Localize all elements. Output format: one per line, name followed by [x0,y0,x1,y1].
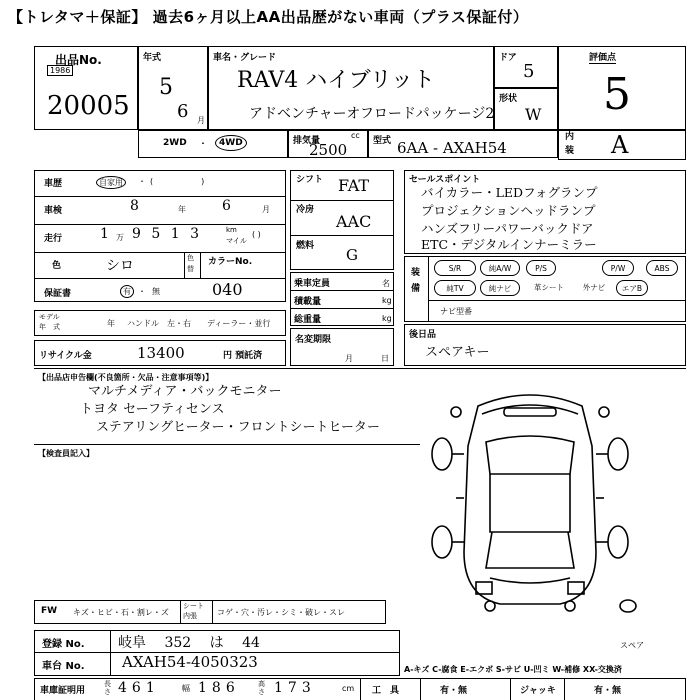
recycle-label: リサイクル金 [39,351,92,361]
equip-pw: P/W [602,260,634,276]
sales-line-2: プロジェクションヘッドランプ [421,203,596,218]
warranty-label: 保証書 [44,289,72,299]
model-code-label: 型式 [373,136,392,146]
capacity-unit: 名 [382,279,390,288]
name-model: RAV4 ハイブリット [237,68,435,93]
year-label: 年式 [143,53,162,63]
history-paren: ( ) [150,177,205,186]
jack-value: 有・無 [594,686,622,696]
name-grade: アドベンチャーオフロードパッケージ2 [249,106,495,122]
score-value: 5 [603,69,631,120]
plate-value: 岐阜 352 は 44 [118,635,260,651]
displacement-label: 排気量 [293,136,321,146]
plate-label: 登録 No. [42,639,85,650]
gross-unit: kg [382,314,392,323]
doors-box [494,46,558,88]
mileage-km-unit: km [226,226,237,234]
equip-sr: S/R [434,260,476,276]
report-label: 【出品店申告欄(不良箇所・欠品・注意事項等)】 [38,373,214,382]
score-label: 評価点 [589,50,616,64]
history-label: 車歴 [44,179,63,189]
size-unit: cm [342,684,355,693]
interior-value: A [611,131,629,159]
year-box [138,46,208,130]
mileage-paren: ( ) [252,230,261,239]
cooler-value: AAC [336,212,372,231]
equip-label: 装備 [411,268,421,294]
inspection-year-unit: 年 [178,205,186,214]
size-len: 461 [118,680,160,696]
load-label: 積載量 [294,297,322,307]
reg-change-unit: 月 [345,354,353,363]
mileage-digits: 9 5 1 3 [132,226,202,242]
size-wid-label: 幅 [182,684,190,693]
warranty-sep: ・ [138,287,146,296]
jack-label: ジャッキ [520,686,556,696]
report-line-1: マルチメディア・バックモニター [88,384,282,399]
lot-label: 出品No. [55,53,102,67]
mileage-man: 1 [100,226,109,242]
doors-value: 5 [523,61,535,82]
lot-box [34,46,138,130]
after-label: 後日品 [409,330,437,340]
after-box [404,324,686,366]
lot-year-tag: 1986 [47,65,73,76]
sales-line-1: バイカラー・LEDフォグランプ [421,185,598,200]
model-row-handle: ハンドル 左・右 [127,319,191,328]
fuel-label: 燃料 [296,241,315,251]
capacity-label: 乗車定員 [294,279,331,289]
interior-label-2: 装 [565,146,575,156]
size-hgt: 173 [274,680,316,696]
name-box [208,46,494,130]
color-change-1: 色 [187,254,194,262]
interior-box [558,130,686,160]
color-code: 040 [212,280,243,299]
year-value: 5 [159,75,173,100]
inspection-label: 車検 [44,206,63,216]
tools-label: 工 具 [372,686,400,696]
sales-label: セールスポイント [409,175,481,185]
fw-row [34,600,386,624]
equip-navi: 純ナビ [480,280,520,296]
model-code-box [368,130,558,158]
reg-change-label: 名変期限 [295,335,332,345]
equip-tv: 純TV [434,280,476,296]
recycle-box [34,340,286,366]
color-label: 色 [52,261,62,271]
drive-4wd: 4WD [215,135,247,151]
mileage-man-unit: 万 [116,233,124,242]
equip-alloy: 純A/W [480,260,520,276]
shape-box [494,88,558,130]
history-sep: ・ [138,177,146,186]
legend-text: A-キズ C-腐食 E-エクボ S-サビ U-凹ミ W-補修 XX-交換済 [404,665,622,674]
equip-abs: ABS [646,260,678,276]
recycle-unit: 円 預託済 [223,351,263,361]
year-month-unit: 月 [197,116,205,125]
equip-navi-label: ナビ型番 [440,307,472,316]
size-wid: 186 [198,680,240,696]
fw-seat-items: コゲ・穴・汚レ・シミ・破レ・スレ [217,608,345,617]
model-row-year-unit: 年 [107,319,115,328]
equip-airbag: エアB [616,280,648,296]
history-value: 自家用 [96,176,126,189]
shift-value: FAT [338,176,370,195]
color-code-label: カラーNo. [208,257,253,267]
mileage-mile-unit: マイル [226,237,247,245]
tools-value: 有・無 [440,686,468,696]
year-month: 6 [177,101,189,122]
chassis-value: AXAH54-4050323 [122,653,258,671]
color-value: シロ [106,258,134,274]
fuel-value: G [346,246,358,264]
chassis-label: 車台 No. [42,661,85,672]
fw-seat-1: シート [183,602,204,610]
doors-label: ドア [499,53,517,63]
inspection-month-unit: 月 [262,205,270,214]
drive-box: 2WD ・ 4WD [138,130,288,158]
displacement-unit: cc [351,131,360,140]
inspection-year: 8 [130,198,139,214]
equip-ps: P/S [526,260,556,276]
mileage-label: 走行 [44,234,63,244]
shape-label: 形状 [499,94,518,104]
model-row-dealer: ディーラー・並行 [207,319,271,328]
shift-label: シフト [296,175,324,185]
model-row-label-2: 年 式 [39,323,60,331]
shape-value: W [525,105,542,124]
sales-line-4: ETC・デジタルインナーミラー [421,237,597,252]
fw-label: FW [41,606,58,616]
cooler-label: 冷房 [296,205,315,215]
fw-items: キズ・ヒビ・石・割レ・ズ [73,608,169,617]
displacement-value: 2500 [309,141,348,159]
car-diagram [420,382,640,614]
recycle-value: 13400 [137,344,185,362]
size-hgt-label: 高さ [258,680,265,696]
reg-change-box [290,328,394,366]
interior-label-1: 内 [565,132,575,142]
size-len-label: 長さ [104,680,111,696]
model-row [34,310,286,336]
drive-2wd: 2WD [163,138,187,148]
report-line-2: トヨタ セーフティセンス [80,402,225,417]
size-label: 車庫証明用 [40,686,86,696]
report-line-3: ステアリングヒーター・フロントシートヒーター [96,420,380,435]
model-code-value: 6AA - AXAH54 [397,139,507,157]
name-label: 車名・グレード [213,53,277,63]
equip-leather: 革シート [534,283,564,292]
warranty-yes: 有 [120,285,134,298]
color-change-2: 替 [187,265,194,273]
reg-change-day: 日 [381,354,389,363]
inspector-label: 【検査員記入】 [38,449,94,458]
inspection-month: 6 [222,198,231,214]
score-box [558,46,686,130]
fw-seat-2: 内張 [183,612,197,620]
model-row-label-1: モデル [39,313,60,321]
sales-box [404,170,686,254]
lot-number: 20005 [47,91,130,121]
load-unit: kg [382,296,392,305]
gross-label: 総重量 [294,315,322,325]
page-title: 【トレタマ＋保証】 過去6ヶ月以上AA出品歴がない車両（プラス保証付） [8,8,529,26]
equip-ext-navi: 外ナビ [582,283,606,292]
sales-line-3: ハンズフリーパワーバックドア [421,221,594,236]
spare-label: スペア [620,641,644,650]
after-value: スペアキー [425,345,490,360]
displacement-box [288,130,368,158]
warranty-no: 無 [152,287,160,296]
